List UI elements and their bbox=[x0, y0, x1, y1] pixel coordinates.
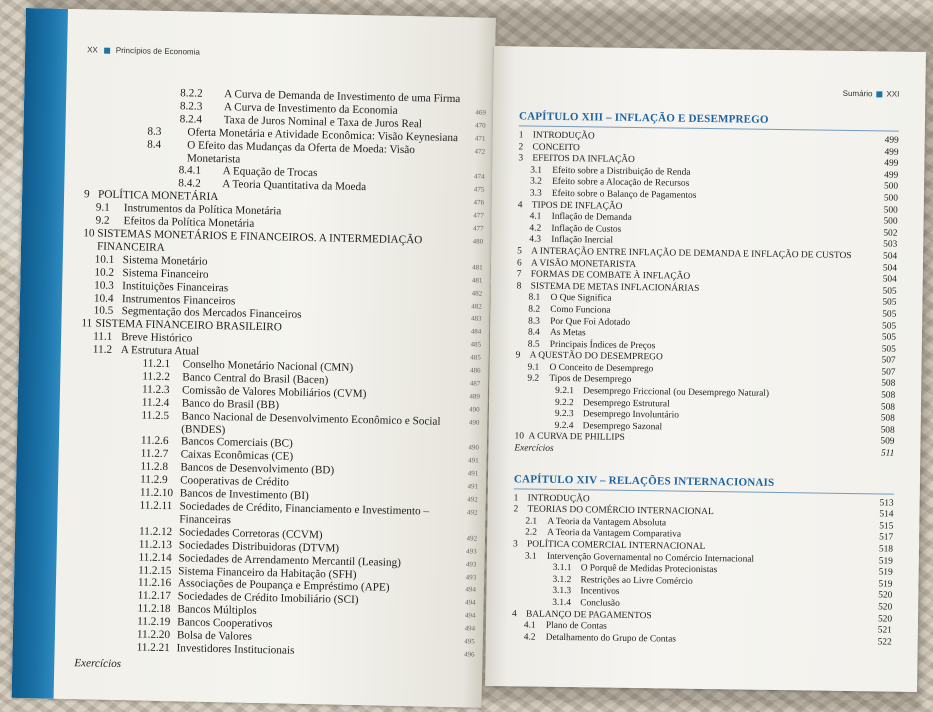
entry-title: A Teoria da Vantagem Absoluta bbox=[547, 516, 667, 529]
entry-number: 11.2 bbox=[92, 343, 113, 357]
entry-page: 508 bbox=[880, 413, 895, 424]
entry-title: Instrumentos Financeiros bbox=[121, 292, 236, 307]
entry-number: 11.1 bbox=[93, 330, 113, 344]
entry-page: 507 bbox=[881, 355, 896, 366]
entry-page: 522 bbox=[877, 637, 892, 648]
entry-page: 489 bbox=[469, 392, 481, 401]
entry-number: 11.2.16 bbox=[137, 576, 172, 590]
entry-page: 470 bbox=[475, 121, 486, 130]
entry-page: 518 bbox=[878, 544, 894, 555]
entry-page: 517 bbox=[879, 532, 894, 544]
entry-number: 9.2 bbox=[527, 373, 540, 385]
entry-page: 469 bbox=[475, 108, 486, 117]
entry-title: A INTERAÇÃO ENTRE INFLAÇÃO DE DEMANDA E INFLAÇÃO DE CUSTOS bbox=[531, 246, 852, 261]
entry-number: 11.2.18 bbox=[137, 602, 171, 616]
entry-title: Sistema Monetário bbox=[122, 253, 208, 268]
entry-number: 8.3 bbox=[528, 316, 540, 327]
entry-title: Efeitos da Política Monetária bbox=[123, 215, 255, 230]
entry-number: 10.2 bbox=[94, 266, 115, 279]
entry-page: 507 bbox=[881, 367, 896, 378]
entry-number: 11.2.12 bbox=[138, 525, 173, 538]
entry-title: Sociedades de Arrendamento Mercantil (Leasing) bbox=[178, 551, 402, 569]
running-header-left bbox=[87, 45, 200, 56]
entry-page: 475 bbox=[473, 185, 485, 194]
entry-page: 508 bbox=[880, 425, 895, 436]
entry-page: 500 bbox=[883, 181, 899, 193]
entry-title: Banco Central do Brasil (Bacen) bbox=[182, 371, 329, 387]
entry-title: SISTEMA DE METAS INFLACIONÁRIAS bbox=[530, 281, 700, 294]
entry-page: 491 bbox=[468, 456, 479, 465]
entry-number: 9.1 bbox=[95, 201, 110, 214]
entry-title: A CURVA DE PHILLIPS bbox=[528, 431, 625, 444]
entry-title: Sociedades de Crédito Imobiliário (SCI) bbox=[177, 590, 359, 607]
entry-number: 2.2 bbox=[525, 527, 537, 539]
entry-title: Desemprego Estrutural bbox=[582, 397, 670, 410]
entry-number: 1 bbox=[518, 130, 524, 141]
entry-title: Instrumentos da Política Monetária bbox=[123, 202, 282, 218]
entry-title: A Curva de Demanda de Investimento de uma Firma bbox=[224, 88, 461, 106]
entry-page: 476 bbox=[473, 198, 485, 207]
exercises-label: Exercícios bbox=[514, 443, 554, 454]
entry-page: 472 bbox=[474, 147, 486, 156]
entry-number: 11.2.5 bbox=[141, 409, 170, 422]
entry-title: Como Funciona bbox=[550, 304, 611, 316]
entry-page: 505 bbox=[882, 309, 897, 320]
entry-title: A Curva de Investimento da Economia bbox=[223, 101, 398, 117]
entry-page: 480 bbox=[472, 237, 484, 246]
entry-title: Breve Histórico bbox=[120, 331, 193, 345]
entry-title: O Conceito de Desemprego bbox=[549, 362, 654, 375]
entry-title: A VISÃO MONETARISTA bbox=[530, 258, 637, 270]
running-header-right bbox=[843, 89, 900, 99]
entry-page: 474 bbox=[473, 172, 485, 182]
entry-page: 492 bbox=[466, 534, 478, 543]
entry-number: 3 bbox=[512, 539, 518, 550]
entry-page: 500 bbox=[883, 216, 898, 227]
entry-title: Efeito sobre a Distribuição de Renda bbox=[552, 165, 691, 178]
entry-page: 514 bbox=[879, 509, 894, 520]
entry-number: 11.2.7 bbox=[140, 447, 169, 461]
entry-title: Sociedades de Crédito, Financiamento e Investimento – Financeiras bbox=[179, 500, 430, 527]
entry-page: 495 bbox=[464, 637, 475, 646]
entry-page: 508 bbox=[880, 402, 896, 413]
entry-page: 487 bbox=[469, 379, 481, 388]
entry-number: 3 bbox=[518, 153, 524, 164]
left-page bbox=[12, 8, 496, 708]
entry-title: Conselho Monetário Nacional (CMN) bbox=[182, 358, 354, 374]
entry-number: 10.3 bbox=[94, 279, 114, 292]
entry-title: Segmentação dos Mercados Financeiros bbox=[121, 305, 302, 322]
entry-page: 513 bbox=[879, 498, 894, 509]
entry-title: Investidores Institucionais bbox=[176, 642, 295, 657]
entry-title: Taxa de Juros Nominal e Taxa de Juros Real bbox=[223, 113, 423, 131]
entry-number: 11.2.14 bbox=[138, 551, 172, 564]
entry-page: 505 bbox=[881, 320, 897, 332]
entry-number: 11.2.19 bbox=[137, 615, 171, 629]
entry-number: 8.2.2 bbox=[180, 87, 203, 100]
entry-page: 484 bbox=[470, 327, 482, 336]
entry-number: 4.1 bbox=[529, 211, 542, 222]
entry-title: Associações de Poupança e Empréstimo (APE) bbox=[177, 577, 390, 595]
entry-number: 3.1.3 bbox=[552, 586, 572, 597]
cover-edge bbox=[12, 8, 68, 699]
entry-title: POLÍTICA COMERCIAL INTERNACIONAL bbox=[526, 539, 706, 552]
entry-number: 3.1.4 bbox=[552, 597, 572, 609]
entry-number: 3.2 bbox=[530, 176, 542, 188]
entry-title: A Estrutura Atual bbox=[120, 344, 200, 358]
entry-page: 494 bbox=[465, 598, 476, 607]
entry-number: 10 bbox=[514, 431, 524, 442]
entry-number: 9.2.2 bbox=[554, 397, 574, 408]
entry-number: 11.2.3 bbox=[141, 383, 170, 396]
table-of-contents-left bbox=[74, 85, 486, 678]
entry-number: 11.2.20 bbox=[136, 628, 171, 642]
entry-page: 505 bbox=[882, 297, 897, 308]
entry-page: 491 bbox=[467, 482, 479, 491]
entry-page: 521 bbox=[877, 625, 892, 636]
entry-number: 11.2.10 bbox=[139, 486, 174, 500]
entry-page: 499 bbox=[884, 147, 899, 158]
entry-title: Restrições ao Livre Comércio bbox=[580, 575, 693, 587]
entry-page: 502 bbox=[883, 228, 898, 239]
entry-title: Detalhamento do Grupo de Contas bbox=[545, 632, 676, 645]
entry-page: 499 bbox=[884, 135, 899, 146]
entry-page: 520 bbox=[877, 613, 893, 625]
entry-number: 10.1 bbox=[94, 253, 115, 266]
entry-page: 490 bbox=[469, 405, 480, 414]
entry-title: Comissão de Valores Mobiliários (CVM) bbox=[181, 384, 367, 401]
entry-page: 481 bbox=[471, 276, 483, 285]
entry-title: SISTEMA FINANCEIRO BRASILEIRO bbox=[95, 317, 282, 334]
entry-title: Bancos de Investimento (BI) bbox=[179, 487, 309, 503]
entry-title: Bancos Múltiplos bbox=[177, 603, 257, 618]
entry-title: Banco Nacional de Desenvolvimento Econômico e Social (BNDES) bbox=[181, 410, 441, 436]
entry-title: A Equação de Trocas bbox=[222, 165, 318, 180]
entry-number: 2 bbox=[518, 141, 524, 153]
entry-page: 520 bbox=[878, 602, 893, 613]
entry-number: 3.1.2 bbox=[552, 574, 572, 585]
entry-page: 500 bbox=[883, 193, 898, 204]
entry-title: Bancos Comerciais (BC) bbox=[180, 435, 293, 451]
entry-page: 508 bbox=[881, 390, 896, 401]
entry-number: 11.2.21 bbox=[136, 641, 170, 655]
entry-page: 483 bbox=[471, 314, 482, 324]
entry-title: Instituições Financeiras bbox=[122, 279, 229, 294]
entry-title: Bolsa de Valores bbox=[176, 629, 252, 643]
entry-page bbox=[462, 93, 486, 94]
entry-title: SISTEMAS MONETÁRIOS E FINANCEIROS. A INTERMEDIAÇÃO FINANCEIRA bbox=[96, 227, 423, 254]
entry-page: 505 bbox=[881, 332, 897, 343]
entry-title: Conclusão bbox=[580, 598, 620, 609]
entry-number: 11.2.11 bbox=[139, 499, 173, 513]
entry-number: 11.2.1 bbox=[142, 357, 171, 371]
entry-page: 492 bbox=[466, 508, 478, 517]
entry-number: 11.2.17 bbox=[137, 589, 171, 603]
entry-page: 519 bbox=[878, 556, 893, 567]
entry-number: 2 bbox=[513, 504, 519, 515]
entry-number: 11.2.9 bbox=[140, 473, 168, 487]
entry-title: Cooperativas de Crédito bbox=[180, 474, 289, 489]
entry-number: 10.4 bbox=[93, 291, 114, 305]
entry-title: Inflação Inercial bbox=[551, 235, 614, 247]
entry-page: 486 bbox=[469, 366, 481, 375]
section-title: Sumário bbox=[842, 88, 873, 99]
entry-page: 503 bbox=[883, 239, 898, 250]
page-number: XX bbox=[87, 45, 98, 55]
entry-title: Incentivos bbox=[580, 586, 620, 598]
entry-number: 8.2.4 bbox=[179, 113, 203, 126]
entry-number: 10 bbox=[83, 227, 95, 240]
entry-title: POLÍTICA MONETÁRIA bbox=[97, 188, 219, 204]
entry-title: Tipos de Desemprego bbox=[549, 374, 632, 386]
entry-number: 8.4.1 bbox=[178, 164, 202, 178]
entry-page: 519 bbox=[878, 579, 893, 590]
entry-number: 8.4 bbox=[147, 138, 162, 151]
entry-title: Oferta Monetária e Atividade Econômica: Visão Keynesiana bbox=[187, 126, 459, 144]
entry-page: 519 bbox=[878, 567, 893, 578]
entry-title: Inflação de Custos bbox=[551, 223, 622, 235]
entry-number: 9.2.4 bbox=[554, 420, 574, 431]
entry-page: 520 bbox=[878, 590, 893, 601]
entry-title: Desemprego Involuntário bbox=[582, 409, 680, 421]
entry-title: Bancos de Desenvolvimento (BD) bbox=[180, 461, 335, 477]
entry-page: 471 bbox=[474, 134, 486, 143]
entry-title: Sociedades Corretoras (CCVM) bbox=[178, 526, 323, 542]
entry-page: 482 bbox=[471, 301, 482, 311]
entry-number: 9.2.3 bbox=[554, 409, 574, 420]
table-of-contents-right bbox=[512, 110, 899, 649]
page-number: XXI bbox=[886, 89, 900, 99]
entry-number: 4.1 bbox=[523, 620, 536, 631]
entry-page: 490 bbox=[468, 418, 480, 427]
entry-page: 492 bbox=[467, 495, 478, 504]
entry-number: 10.5 bbox=[93, 304, 114, 318]
entry-title: Sistema Financeiro bbox=[122, 266, 209, 281]
entry-page: 494 bbox=[465, 585, 476, 594]
entry-title: Banco do Brasil (BB) bbox=[181, 397, 280, 412]
entry-number: 3.1 bbox=[530, 165, 543, 176]
entry-page: 496 bbox=[463, 650, 475, 659]
entry-title: EFEITOS DA INFLAÇÃO bbox=[532, 153, 635, 166]
entry-number: 9.2.1 bbox=[555, 385, 575, 397]
entry-page: 481 bbox=[472, 263, 483, 272]
entry-title: Intervenção Governamental no Comércio Internacional bbox=[546, 551, 755, 565]
entry-page: 477 bbox=[473, 211, 484, 220]
entry-page: 500 bbox=[883, 205, 898, 216]
entry-number: 11.2.2 bbox=[142, 370, 170, 384]
square-icon bbox=[104, 47, 110, 53]
entry-number: 4 bbox=[517, 199, 523, 210]
entry-page: 485 bbox=[470, 353, 481, 362]
entry-page: 482 bbox=[471, 288, 483, 298]
entry-title: Desemprego Sazonal bbox=[582, 421, 663, 433]
entry-number: 8.1 bbox=[528, 292, 541, 303]
entry-page: 493 bbox=[466, 547, 477, 556]
entry-number: 8.3 bbox=[147, 125, 162, 138]
entry-number: 11.2.13 bbox=[138, 538, 173, 551]
entry-page: 508 bbox=[881, 378, 896, 390]
entry-title: Efeito sobre o Balanço de Pagamentos bbox=[551, 188, 697, 201]
entry-number: 4.2 bbox=[523, 632, 536, 643]
entry-number: 11.2.15 bbox=[138, 564, 172, 577]
entry-title: INTRODUÇÃO bbox=[532, 130, 595, 142]
exercises-label: Exercícios bbox=[74, 657, 122, 671]
entry-number: 3.3 bbox=[529, 188, 542, 199]
entry-number: 9 bbox=[515, 350, 521, 361]
entry-number: 4 bbox=[512, 608, 517, 619]
entry-title: A QUESTÃO DO DESEMPREGO bbox=[529, 350, 663, 363]
entry-page: 505 bbox=[881, 344, 896, 355]
entry-number: 8.2.3 bbox=[179, 100, 203, 113]
entry-title: Inflação de Demanda bbox=[551, 211, 632, 224]
entry-title: A Teoria Quantitativa da Moeda bbox=[222, 178, 367, 194]
entry-number: 6 bbox=[516, 257, 522, 268]
entry-number: 1 bbox=[513, 492, 519, 504]
entry-page: 490 bbox=[468, 443, 479, 453]
entry-title: O Porquê de Medidas Protecionistas bbox=[580, 563, 718, 576]
entry-number: 9.1 bbox=[527, 362, 540, 373]
entry-number: 3.1 bbox=[524, 551, 537, 562]
entry-page: 499 bbox=[884, 170, 899, 181]
entry-number: 5 bbox=[517, 246, 522, 257]
entry-number: 8 bbox=[516, 281, 522, 292]
entry-title: A Teoria da Vantagem Comparativa bbox=[547, 528, 682, 541]
entry-number: 9 bbox=[83, 188, 90, 201]
entry-page: 485 bbox=[470, 340, 482, 349]
entry-title: O Que Significa bbox=[550, 293, 612, 304]
entry-number: 4.2 bbox=[529, 223, 542, 234]
entry-title: Sociedades Distribuidoras (DTVM) bbox=[178, 539, 340, 555]
chapter-heading: CAPÍTULO XIII – INFLAÇÃO E DESEMPREGO bbox=[518, 110, 769, 126]
entry-page: 477 bbox=[472, 224, 484, 233]
entry-number: 11.2.6 bbox=[140, 434, 169, 448]
entry-number: 2.1 bbox=[525, 516, 538, 527]
entry-page: 505 bbox=[882, 286, 897, 297]
entry-number: 3.1.1 bbox=[552, 563, 572, 574]
book-title: Princípios de Economia bbox=[115, 45, 200, 57]
entry-page: 515 bbox=[879, 521, 894, 532]
entry-title: Efeito sobre a Alocação de Recursos bbox=[552, 177, 690, 190]
entry-title: Plano de Contas bbox=[545, 620, 607, 632]
entry-page: 504 bbox=[882, 251, 898, 262]
entry-number: 11 bbox=[81, 317, 93, 330]
entry-page: 493 bbox=[465, 572, 477, 582]
entry-title: Sistema Financeiro da Habitação (SFH) bbox=[178, 564, 357, 581]
entry-title: Desemprego Friccional (ou Desemprego Natural) bbox=[583, 386, 770, 399]
entry-number: 8.4.2 bbox=[178, 177, 201, 191]
entry-page: 504 bbox=[882, 274, 897, 285]
entry-number: 4.3 bbox=[529, 234, 542, 246]
entry-number: 8.4 bbox=[527, 327, 540, 338]
entry-page: 494 bbox=[464, 611, 476, 620]
entry-number: 9.2 bbox=[95, 214, 110, 227]
entry-page: 504 bbox=[882, 262, 898, 274]
entry-title: Caixas Econômicas (CE) bbox=[180, 448, 294, 464]
entry-title: INTRODUÇÃO bbox=[527, 493, 590, 505]
entry-title: CONCEITO bbox=[532, 142, 580, 153]
entry-number: 8.5 bbox=[527, 339, 540, 350]
entry-title: O Efeito das Mudanças da Oferta de Moeda: Visão Monetarista bbox=[186, 139, 416, 166]
entry-title: Bancos Cooperativos bbox=[177, 616, 273, 631]
entry-number: 11.2.8 bbox=[140, 460, 169, 474]
entry-title: Principais Índices de Preços bbox=[549, 339, 656, 351]
square-icon bbox=[876, 91, 882, 97]
entry-number: 7 bbox=[516, 269, 522, 280]
entry-page: 509 bbox=[880, 436, 895, 448]
entry-title: As Metas bbox=[549, 327, 586, 339]
entry-page: 493 bbox=[465, 559, 477, 569]
entry-page: 499 bbox=[884, 158, 899, 169]
entry-page: 491 bbox=[467, 469, 479, 478]
exercises-page: 511 bbox=[880, 448, 895, 459]
entry-number: 11.2.4 bbox=[141, 396, 170, 409]
entry-number: 8.2 bbox=[528, 304, 541, 315]
right-page bbox=[485, 46, 926, 692]
entry-title: FORMAS DE COMBATE À INFLAÇÃO bbox=[530, 269, 691, 282]
entry-title: TIPOS DE INFLAÇÃO bbox=[531, 200, 623, 212]
entry-title: TEORIAS DO COMÉRCIO INTERNACIONAL bbox=[527, 504, 714, 518]
chapter-heading: CAPÍTULO XIV – RELAÇÕES INTERNACIONAIS bbox=[513, 472, 775, 489]
entry-page: 494 bbox=[464, 624, 476, 633]
entry-title: BALANÇO DE PAGAMENTOS bbox=[526, 609, 652, 621]
entry-title: Por Que Foi Adotado bbox=[550, 316, 631, 328]
